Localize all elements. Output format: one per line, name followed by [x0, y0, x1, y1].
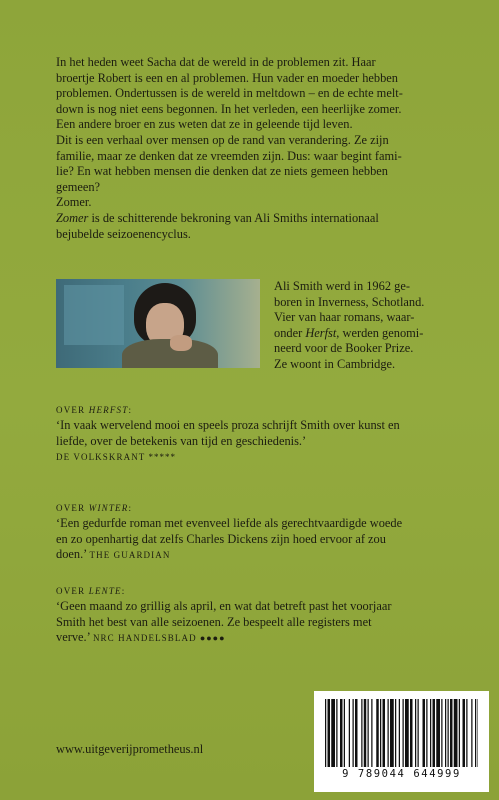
bio-line: neerd voor de Booker Prize.	[274, 341, 414, 356]
barcode-bar	[364, 699, 367, 767]
over-label: OVER	[56, 405, 89, 415]
barcode-bar	[353, 699, 354, 767]
review-quote-line: ‘Een gedurfde roman met evenveel liefde als gerechtvaardigde woede	[56, 516, 403, 530]
barcode-bars	[325, 699, 478, 767]
review-source: DE VOLKSKRANT	[56, 452, 146, 463]
review-source-line	[56, 449, 456, 466]
review-quote-line: en zo openhartig dat zelfs Charles Dickens zijn hoed ervoor af zou	[56, 531, 386, 546]
barcode-bar	[336, 699, 337, 767]
blurb-line: broertje Robert is een en al problemen. Hun vader en moeder hebben	[56, 70, 398, 85]
barcode-bar	[376, 699, 379, 767]
barcode-bar	[405, 699, 409, 767]
book-title-zomer: Zomer	[56, 210, 89, 225]
bio-line	[274, 326, 464, 342]
review-colon: :	[128, 405, 133, 415]
barcode-bar	[349, 699, 350, 767]
blurb-line: lie? En wat hebben mensen die denken dat ze niets gemeen hebben	[56, 164, 389, 179]
author-block	[56, 279, 456, 369]
review-winter	[56, 502, 456, 564]
barcode-bar	[478, 699, 479, 767]
barcode-bar	[459, 699, 460, 767]
barcode-bar	[355, 699, 358, 767]
blurb-line: down is nog niet eens begonnen. In het verleden, een heerlijke zomer.	[56, 101, 402, 116]
barcode-label	[314, 691, 489, 792]
author-photo	[56, 279, 260, 368]
review-quote-line: liefde, over de betekenis van tijd en geschiedenis.’	[56, 433, 307, 448]
bio-line: Ali Smith werd in 1962 ge-	[274, 279, 410, 293]
bio-line: boren in Inverness, Schotland.	[274, 294, 425, 309]
barcode-bar	[475, 699, 476, 767]
barcode-bar	[454, 699, 458, 767]
blurb-closing-rest: is de schitterende bekroning van Ali Smiths internationaal	[88, 210, 379, 225]
review-herfst	[56, 404, 456, 466]
barcode-bar	[328, 699, 331, 767]
barcode-bar	[436, 699, 440, 767]
barcode-bar	[426, 699, 427, 767]
over-label: OVER	[56, 503, 89, 513]
barcode-bar	[423, 699, 426, 767]
blurb-line: In het heden weet Sacha dat de wereld in de problemen zit. Haar	[56, 55, 376, 69]
barcode-bar	[418, 699, 419, 767]
review-quote-line: ‘In vaak wervelend mooi en speels proza schrijft Smith over kunst en	[56, 418, 400, 432]
barcode-bar	[399, 699, 400, 767]
barcode-bar	[361, 699, 362, 767]
review-quote-line: Smith het best van alle seizoenen. Ze bespeelt alle registers met	[56, 614, 372, 629]
barcode-bar	[430, 699, 431, 767]
barcode-bar	[410, 699, 413, 767]
barcode-bar	[395, 699, 396, 767]
review-lente	[56, 585, 456, 647]
barcode-bar	[445, 699, 446, 767]
photo-background	[64, 285, 124, 345]
barcode-bar	[433, 699, 436, 767]
barcode-bar	[371, 699, 372, 767]
bio-text: , werden genomi-	[336, 325, 424, 340]
review-book: LENTE	[88, 586, 122, 596]
review-book: WINTER	[88, 503, 129, 513]
review-rating: ●●●●	[199, 633, 226, 644]
publisher-website[interactable]: www.uitgeverijprometheus.nl	[56, 742, 204, 756]
review-source: THE GUARDIAN	[89, 550, 171, 561]
review-source: NRC HANDELSBLAD	[92, 633, 197, 644]
barcode-bar	[325, 699, 326, 767]
barcode-bar	[380, 699, 381, 767]
review-quote-line	[56, 630, 456, 647]
barcode-bar	[388, 699, 389, 767]
barcode-bar	[466, 699, 467, 767]
barcode-bar	[383, 699, 386, 767]
barcode-bar	[331, 699, 335, 767]
review-quote-line: ‘Geen maand zo grillig als april, en wat dat betreft past het voorjaar	[56, 599, 392, 613]
barcode-bar	[448, 699, 449, 767]
review-heading	[56, 585, 456, 597]
review-heading	[56, 404, 456, 416]
barcode-bar	[450, 699, 453, 767]
review-rating: *****	[148, 452, 176, 463]
review-quote-line	[56, 547, 456, 564]
barcode-bar	[390, 699, 394, 767]
photo-hand	[170, 335, 192, 351]
review-quote-text: doen.’	[56, 547, 87, 562]
review-colon: :	[128, 503, 133, 513]
review-quote-text: verve.’	[56, 630, 90, 645]
blurb-line: gemeen?	[56, 179, 101, 194]
bio-line: Vier van haar romans, waar-	[274, 310, 415, 325]
bio-line: Ze woont in Cambridge.	[274, 356, 396, 371]
barcode-bar	[403, 699, 404, 767]
blurb-line: Zomer.	[56, 195, 92, 210]
barcode-bar	[415, 699, 416, 767]
book-title-herfst: Herfst	[305, 325, 337, 340]
over-label: OVER	[56, 586, 89, 596]
barcode-bar	[340, 699, 343, 767]
review-book: HERFST	[88, 405, 129, 415]
isbn-number: 9 789044 644999	[342, 768, 461, 780]
blurb-line: bejubelde seizoenencyclus.	[56, 226, 191, 241]
author-bio	[274, 279, 464, 373]
barcode-bar	[463, 699, 466, 767]
blurb-line: problemen. Ondertussen is de wereld in meltdown – en de echte melt-	[56, 86, 403, 101]
blurb-line: Een andere broer en zus weten dat ze in geleende tijd leven.	[56, 117, 353, 132]
barcode-bar	[471, 699, 472, 767]
review-heading	[56, 502, 456, 514]
barcode-bar	[344, 699, 345, 767]
barcode-bar	[441, 699, 442, 767]
bio-text: onder	[274, 325, 306, 340]
blurb-closing	[56, 211, 456, 227]
blurb-line: familie, maar ze denken dat ze vreemden zijn. Dus: waar begint fami-	[56, 148, 402, 163]
review-colon: :	[121, 586, 126, 596]
barcode-bar	[368, 699, 369, 767]
blurb-text	[56, 55, 456, 242]
blurb-line: Dit is een verhaal over mensen op de rand van verandering. Ze zijn	[56, 132, 389, 147]
